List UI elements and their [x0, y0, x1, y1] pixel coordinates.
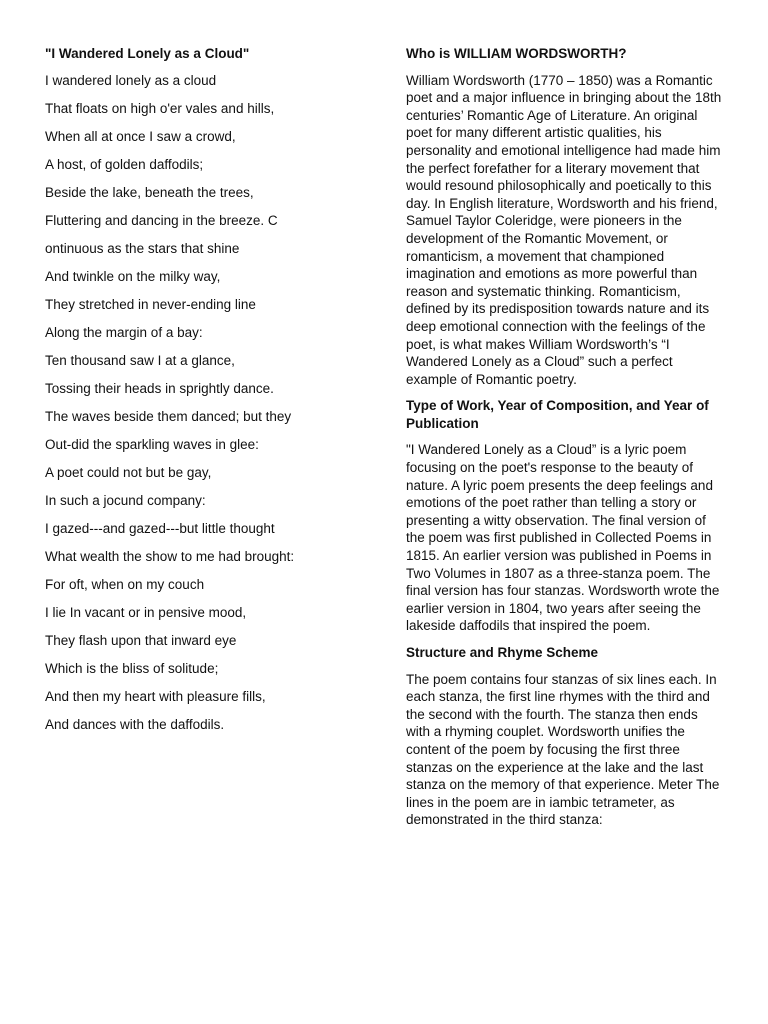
poem-line: And dances with the daffodils.: [45, 717, 225, 732]
poem-line: Out-did the sparkling waves in glee:: [45, 437, 259, 452]
poem-line: ontinuous as the stars that shine: [45, 241, 240, 256]
poem-line: Ten thousand saw I at a glance,: [45, 353, 235, 368]
poem-line: I wandered lonely as a cloud: [45, 73, 217, 88]
poem-line: Tossing their heads in sprightly dance.: [45, 381, 274, 396]
commentary-column: [406, 45, 724, 838]
poem-line: I lie In vacant or in pensive mood,: [45, 605, 247, 620]
poem-line: A host, of golden daffodils;: [45, 157, 204, 172]
poem-column: [45, 45, 365, 744]
section-heading-author: Who is WILLIAM WORDSWORTH?: [406, 46, 627, 61]
poem-line: Beside the lake, beneath the trees,: [45, 185, 254, 200]
poem-line: I gazed---and gazed---but little thought: [45, 521, 275, 536]
poem-line: They flash upon that inward eye: [45, 633, 237, 648]
section-body-structure: The poem contains four stanzas of six lines each. In each stanza, the first line rhymes with the third and the second with the fourth. The stanza then ends with a rhyming couplet. Wordsworth unifies the content of the poem by focusing the first three stanzas on the experience at the lake and the last stanza on the memory of that experience. Meter The lines in the poem are in iambic tetrameter, as demonstrated in the third stanza:: [406, 671, 720, 828]
poem-line: And then my heart with pleasure fills,: [45, 689, 266, 704]
section-body-type-of-work: "I Wandered Lonely as a Cloud” is a lyric poem focusing on the poet's response to the beauty of nature. A lyric poem presents the deep feelings and emotions of the poet rather than telling a story or presenting a witty observation. The final version of the poem was first published in Collected Poems in 1815. An earlier version was published in Poems in Two Volumes in 1807 as a three-stanza poem. The final version has four stanzas. Wordsworth wrote the earlier version in 1804, two years after seeing the lakeside daffodils that inspired the poem.: [406, 442, 720, 634]
poem-line: They stretched in never-ending line: [45, 297, 256, 312]
poem-line: Which is the bliss of solitude;: [45, 661, 219, 676]
section-heading-structure: Structure and Rhyme Scheme: [406, 645, 599, 660]
poem-line: Fluttering and dancing in the breeze. C: [45, 213, 278, 228]
poem-lines: [45, 72, 365, 734]
poem-line: A poet could not but be gay,: [45, 465, 212, 480]
section-heading-type-of-work: Type of Work, Year of Composition, and Year of Publication: [406, 398, 709, 431]
poem-line: Along the margin of a bay:: [45, 325, 203, 340]
poem-line: That floats on high o'er vales and hills,: [45, 101, 275, 116]
poem-line: The waves beside them danced; but they: [45, 409, 292, 424]
poem-line: For oft, when on my couch: [45, 577, 205, 592]
section-body-author: William Wordsworth (1770 – 1850) was a Romantic poet and a major influence in bringing about the 18th centuries’ Romantic Age of Literature. An original poet for many different artistic qualities, his personality and emotional intelligence had made him the perfect forefather for a literary movement that would resound philosophically and poetically to this day. In English literature, Wordsworth and his friend, Samuel Taylor Coleridge, were pioneers in the development of the Romantic Movement, or romanticism, a movement that championed imagination and emotions as more powerful than reason and systematic thinking. Romanticism, defined by its predisposition towards nature and its deep emotional connection with the feelings of the poet, is what makes William Wordsworth’s “I Wandered Lonely as a Cloud” such a perfect example of Romantic poetry.: [406, 72, 722, 387]
poem-line: What wealth the show to me had brought:: [45, 549, 295, 564]
poem-line: And twinkle on the milky way,: [45, 269, 221, 284]
poem-line: When all at once I saw a crowd,: [45, 129, 236, 144]
poem-title: "I Wandered Lonely as a Cloud": [45, 46, 250, 61]
poem-line: In such a jocund company:: [45, 493, 206, 508]
